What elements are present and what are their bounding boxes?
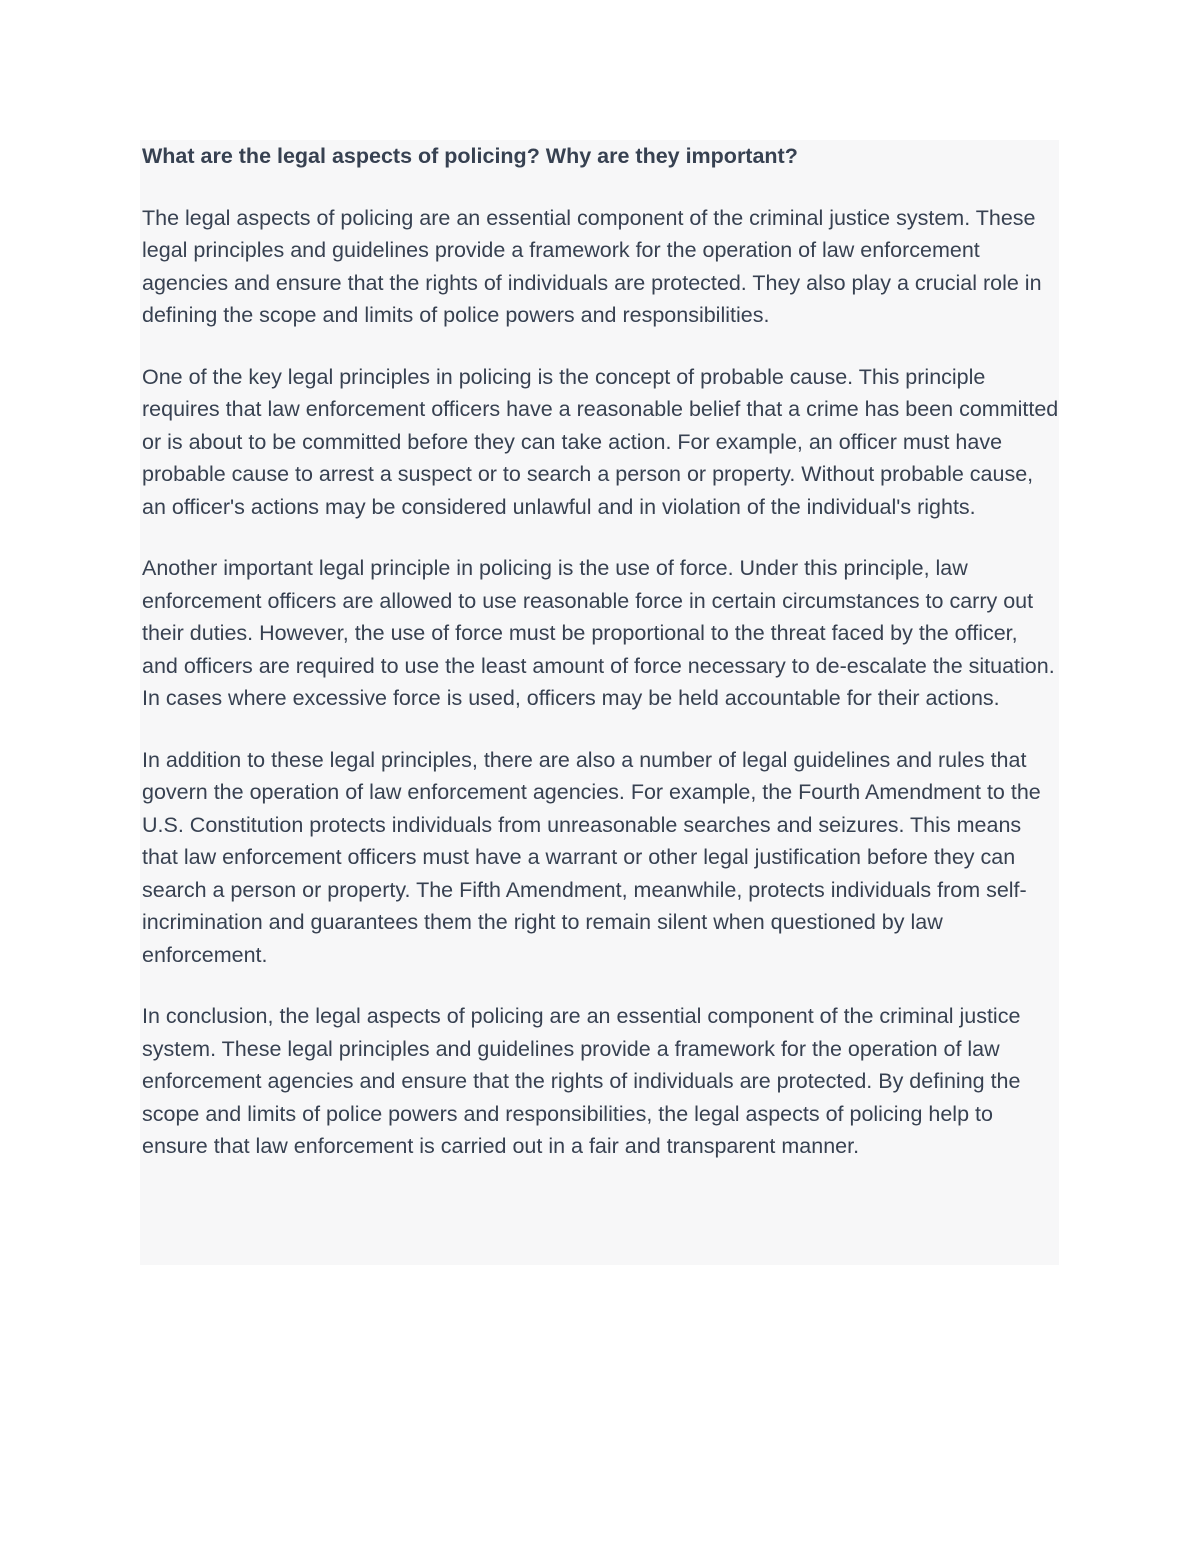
paragraph-use-of-force: Another important legal principle in policing is the use of force. Under this principle, law enforcement officers are allowed to use reasonable force in certain circumstances to carry out their duties. However, the use of force must be proportional to the threat faced by the officer, and officers are required to use the least amount of force necessary to de-escalate the situation. In cases where excessive force is used, officers may be held accountable for their actions. [142, 556, 1055, 710]
question-heading: What are the legal aspects of policing? Why are they important? [142, 144, 798, 168]
paragraph-introduction: The legal aspects of policing are an essential component of the criminal justice system. These legal principles and guidelines provide a framework for the operation of law enforcement agencies and ensure that the rights of individuals are protected. They also play a crucial role in defining the scope and limits of police powers and responsibilities. [142, 205, 1042, 327]
paragraph-probable-cause: One of the key legal principles in policing is the concept of probable cause. This principle requires that law enforcement officers have a reasonable belief that a crime has been committed or is about to be committed before they can take action. For example, an officer must have probable cause to arrest a suspect or to search a person or property. Without probable cause, an officer's actions may be considered unlawful and in violation of the individual's rights. [142, 364, 1059, 519]
paragraph-legal-guidelines: In addition to these legal principles, there are also a number of legal guidelines and rules that govern the operation of law enforcement agencies. For example, the Fourth Amendment to the U.S. Constitution protects individuals from unreasonable searches and seizures. This means that law enforcement officers must have a warrant or other legal justification before they can search a person or property. The Fifth Amendment, meanwhile, protects individuals from self-incrimination and guarantees them the right to remain silent when questioned by law enforcement. [142, 747, 1041, 967]
paragraph-conclusion: In conclusion, the legal aspects of policing are an essential component of the criminal justice system. These legal principles and guidelines provide a framework for the operation of law enforcement agencies and ensure that the rights of individuals are protected. By defining the scope and limits of police powers and responsibilities, the legal aspects of policing help to ensure that law enforcement is carried out in a fair and transparent manner. [142, 1004, 1021, 1158]
answer-block [140, 140, 1059, 1265]
